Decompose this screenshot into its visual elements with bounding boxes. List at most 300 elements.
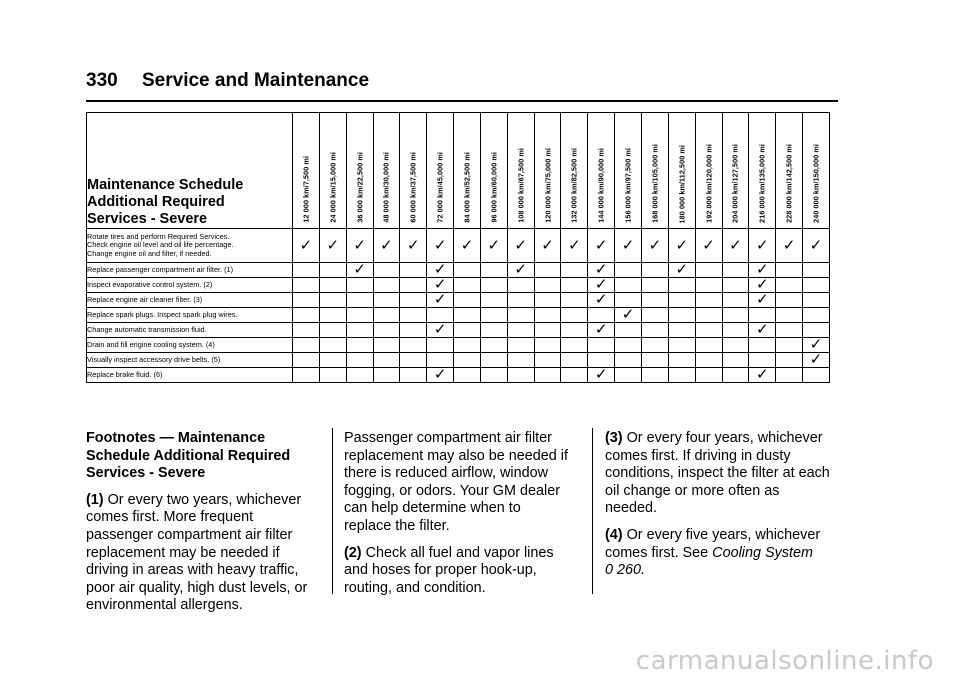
task-cell bbox=[87, 323, 293, 338]
checkmark-icon: ✓ bbox=[809, 236, 823, 254]
check-cell bbox=[749, 229, 776, 263]
empty-cell bbox=[695, 338, 722, 353]
empty-cell bbox=[507, 293, 534, 308]
empty-cell bbox=[695, 308, 722, 323]
empty-cell bbox=[293, 263, 320, 278]
interval-label: 120 000 km/75,000 mi bbox=[543, 148, 553, 223]
empty-cell bbox=[615, 278, 642, 293]
empty-cell bbox=[641, 278, 668, 293]
interval-column-header bbox=[615, 113, 642, 229]
empty-cell bbox=[695, 278, 722, 293]
empty-cell bbox=[293, 353, 320, 368]
empty-cell bbox=[668, 308, 695, 323]
checkmark-icon: ✓ bbox=[433, 366, 447, 383]
check-cell bbox=[588, 368, 615, 383]
empty-cell bbox=[695, 263, 722, 278]
checkmark-icon: ✓ bbox=[755, 366, 769, 383]
interval-column-header bbox=[427, 113, 454, 229]
table-row bbox=[87, 308, 830, 323]
empty-cell bbox=[722, 293, 749, 308]
check-cell bbox=[749, 293, 776, 308]
checkmark-icon: ✓ bbox=[541, 236, 554, 254]
check-cell bbox=[293, 229, 320, 263]
empty-cell bbox=[534, 263, 561, 278]
task-text: Inspect evaporative control system. (2) bbox=[87, 279, 213, 289]
empty-cell bbox=[776, 263, 803, 278]
empty-cell bbox=[534, 293, 561, 308]
empty-cell bbox=[373, 353, 400, 368]
checkmark-icon: ✓ bbox=[675, 261, 689, 278]
table-title-line: Additional Required bbox=[87, 194, 225, 210]
interval-column-header bbox=[507, 113, 534, 229]
empty-cell bbox=[641, 368, 668, 383]
check-cell bbox=[668, 229, 695, 263]
empty-cell bbox=[346, 323, 373, 338]
empty-cell bbox=[293, 293, 320, 308]
interval-column-header bbox=[400, 113, 427, 229]
interval-label: 192 000 km/120,000 mi bbox=[704, 144, 714, 223]
checkmark-icon: ✓ bbox=[809, 336, 823, 353]
empty-cell bbox=[668, 323, 695, 338]
empty-cell bbox=[695, 353, 722, 368]
header-rule bbox=[86, 100, 838, 102]
table-title-line: Maintenance Schedule bbox=[87, 177, 244, 193]
interval-column-header bbox=[293, 113, 320, 229]
empty-cell bbox=[400, 353, 427, 368]
empty-cell bbox=[480, 308, 507, 323]
empty-cell bbox=[400, 263, 427, 278]
empty-cell bbox=[641, 263, 668, 278]
interval-label: 24 000 km/15,000 mi bbox=[328, 152, 338, 223]
empty-cell bbox=[480, 263, 507, 278]
empty-cell bbox=[373, 293, 400, 308]
checkmark-icon: ✓ bbox=[755, 261, 769, 278]
check-cell bbox=[373, 229, 400, 263]
empty-cell bbox=[373, 308, 400, 323]
footnote-label: (1) bbox=[86, 491, 104, 508]
empty-cell bbox=[722, 323, 749, 338]
interval-label: 48 000 km/30,000 mi bbox=[381, 152, 391, 223]
check-cell bbox=[427, 323, 454, 338]
empty-cell bbox=[373, 338, 400, 353]
task-cell bbox=[87, 278, 293, 293]
footnote-4 bbox=[605, 527, 830, 580]
empty-cell bbox=[454, 323, 481, 338]
task-cell bbox=[87, 263, 293, 278]
footnote-text: Or every five years, whichever comes first. See bbox=[605, 526, 821, 561]
empty-cell bbox=[561, 338, 588, 353]
empty-cell bbox=[534, 353, 561, 368]
checkmark-icon: ✓ bbox=[353, 261, 366, 278]
task-cell bbox=[87, 338, 293, 353]
empty-cell bbox=[534, 368, 561, 383]
interval-label: 216 000 km/135,000 mi bbox=[757, 144, 767, 223]
footnotes-column-1 bbox=[86, 430, 311, 624]
footnotes-column-3 bbox=[605, 430, 830, 589]
empty-cell bbox=[400, 368, 427, 383]
page-title: Service and Maintenance bbox=[142, 70, 370, 91]
empty-cell bbox=[400, 278, 427, 293]
checkmark-icon: ✓ bbox=[755, 236, 769, 254]
checkmark-icon: ✓ bbox=[755, 321, 769, 338]
footnote-label: (2) bbox=[344, 544, 362, 561]
empty-cell bbox=[319, 293, 346, 308]
page-header bbox=[86, 70, 369, 92]
interval-column-header bbox=[668, 113, 695, 229]
task-text: Change engine oil and filter, if needed. bbox=[87, 248, 212, 258]
interval-column-header bbox=[373, 113, 400, 229]
checkmark-icon: ✓ bbox=[433, 276, 447, 293]
checkmark-icon: ✓ bbox=[621, 236, 635, 254]
interval-label: 84 000 km/52,500 mi bbox=[462, 152, 472, 223]
footnote-1-continued: Passenger compartment air filter replacement may also be needed if there is reduced airflow, window fogging, or odors. Your GM dealer can help determine when to replace the filter. bbox=[344, 430, 568, 534]
checkmark-icon: ✓ bbox=[514, 236, 527, 254]
cooling-system-link[interactable]: Cooling System bbox=[712, 544, 813, 561]
empty-cell bbox=[534, 278, 561, 293]
checkmark-icon: ✓ bbox=[487, 236, 501, 254]
empty-cell bbox=[749, 338, 776, 353]
watermark: carmanualsonline.info bbox=[635, 646, 934, 676]
task-text: Change automatic transmission fluid. bbox=[87, 324, 207, 334]
interval-label: 132 000 km/82,500 mi bbox=[569, 148, 579, 223]
check-cell bbox=[319, 229, 346, 263]
checkmark-icon: ✓ bbox=[299, 236, 313, 254]
empty-cell bbox=[561, 323, 588, 338]
page-reference[interactable]: 0 260. bbox=[605, 562, 646, 579]
empty-cell bbox=[668, 353, 695, 368]
empty-cell bbox=[480, 368, 507, 383]
empty-cell bbox=[561, 368, 588, 383]
checkmark-icon: ✓ bbox=[594, 366, 608, 383]
footnote-text: Or every two years, whichever comes first. More frequent passenger compartment air filter replacement may be needed if driving in areas with heavy traffic, poor air quality, high dust levels, or environmental allergens. bbox=[86, 491, 308, 614]
interval-column-header bbox=[534, 113, 561, 229]
empty-cell bbox=[400, 338, 427, 353]
task-text: Rotate tires and perform Required Services. bbox=[87, 232, 230, 242]
interval-label: 12 000 km/7,500 mi bbox=[301, 156, 311, 223]
footnotes-column-2 bbox=[344, 430, 569, 606]
empty-cell bbox=[480, 278, 507, 293]
empty-cell bbox=[507, 368, 534, 383]
empty-cell bbox=[561, 278, 588, 293]
empty-cell bbox=[507, 308, 534, 323]
check-cell bbox=[427, 368, 454, 383]
task-text: Replace passenger compartment air filter. (1) bbox=[87, 264, 234, 274]
empty-cell bbox=[507, 353, 534, 368]
empty-cell bbox=[454, 368, 481, 383]
footnote-label: (3) bbox=[605, 430, 623, 446]
empty-cell bbox=[803, 368, 830, 383]
interval-label: 72 000 km/45,000 mi bbox=[435, 152, 445, 223]
empty-cell bbox=[803, 278, 830, 293]
interval-column-header bbox=[319, 113, 346, 229]
footnote-3 bbox=[605, 430, 830, 518]
empty-cell bbox=[776, 293, 803, 308]
interval-label: 96 000 km/60,000 mi bbox=[489, 152, 499, 223]
empty-cell bbox=[776, 353, 803, 368]
task-cell bbox=[87, 293, 293, 308]
empty-cell bbox=[373, 263, 400, 278]
task-text: Replace engine air cleaner filter. (3) bbox=[87, 294, 203, 304]
footnote-label: (4) bbox=[605, 526, 623, 543]
empty-cell bbox=[695, 323, 722, 338]
empty-cell bbox=[668, 368, 695, 383]
empty-cell bbox=[507, 338, 534, 353]
check-cell bbox=[588, 323, 615, 338]
empty-cell bbox=[615, 323, 642, 338]
empty-cell bbox=[668, 293, 695, 308]
empty-cell bbox=[319, 338, 346, 353]
empty-cell bbox=[480, 338, 507, 353]
empty-cell bbox=[615, 338, 642, 353]
task-text: Replace brake fluid. (6) bbox=[87, 369, 163, 379]
empty-cell bbox=[534, 308, 561, 323]
table-row bbox=[87, 229, 830, 263]
interval-label: 108 000 km/67,500 mi bbox=[516, 148, 526, 223]
empty-cell bbox=[480, 353, 507, 368]
empty-cell bbox=[534, 338, 561, 353]
checkmark-icon: ✓ bbox=[809, 351, 823, 368]
empty-cell bbox=[722, 368, 749, 383]
interval-column-header bbox=[561, 113, 588, 229]
empty-cell bbox=[319, 278, 346, 293]
interval-column-header bbox=[722, 113, 749, 229]
footnote-text: Check all fuel and vapor lines and hoses for proper hook-up, routing, and condition. bbox=[344, 544, 554, 596]
footnotes-heading: Footnotes — Maintenance Schedule Additional Required Services - Severe bbox=[86, 430, 291, 482]
checkmark-icon: ✓ bbox=[594, 276, 608, 293]
interval-column-header bbox=[641, 113, 668, 229]
interval-label: 168 000 km/105,000 mi bbox=[650, 144, 660, 223]
empty-cell bbox=[454, 263, 481, 278]
empty-cell bbox=[615, 263, 642, 278]
interval-label: 240 000 km/150,000 mi bbox=[811, 144, 821, 223]
interval-column-header bbox=[803, 113, 830, 229]
empty-cell bbox=[454, 293, 481, 308]
check-cell bbox=[695, 229, 722, 263]
table-row bbox=[87, 323, 830, 338]
task-text: Replace spark plugs. Inspect spark plug wires. bbox=[87, 309, 238, 319]
interval-label: 36 000 km/22,500 mi bbox=[355, 152, 365, 223]
footnote-text: Or every four years, whichever comes first. If driving in dusty conditions, inspect the filter at each oil change or more often as needed. bbox=[605, 430, 830, 517]
empty-cell bbox=[293, 278, 320, 293]
check-cell bbox=[722, 229, 749, 263]
empty-cell bbox=[293, 338, 320, 353]
check-cell bbox=[454, 229, 481, 263]
checkmark-icon: ✓ bbox=[782, 236, 796, 254]
check-cell bbox=[803, 353, 830, 368]
checkmark-icon: ✓ bbox=[702, 236, 715, 254]
empty-cell bbox=[507, 278, 534, 293]
column-divider bbox=[592, 428, 593, 594]
empty-cell bbox=[776, 368, 803, 383]
checkmark-icon: ✓ bbox=[514, 261, 527, 278]
empty-cell bbox=[722, 338, 749, 353]
checkmark-icon: ✓ bbox=[755, 291, 769, 308]
empty-cell bbox=[319, 308, 346, 323]
check-cell bbox=[346, 229, 373, 263]
empty-cell bbox=[695, 293, 722, 308]
empty-cell bbox=[722, 263, 749, 278]
empty-cell bbox=[561, 293, 588, 308]
empty-cell bbox=[293, 368, 320, 383]
checkmark-icon: ✓ bbox=[594, 261, 608, 278]
empty-cell bbox=[641, 293, 668, 308]
check-cell bbox=[776, 229, 803, 263]
empty-cell bbox=[346, 308, 373, 323]
empty-cell bbox=[641, 308, 668, 323]
empty-cell bbox=[373, 368, 400, 383]
empty-cell bbox=[776, 278, 803, 293]
checkmark-icon: ✓ bbox=[433, 236, 447, 254]
checkmark-icon: ✓ bbox=[568, 236, 581, 254]
empty-cell bbox=[803, 293, 830, 308]
empty-cell bbox=[346, 293, 373, 308]
empty-cell bbox=[722, 308, 749, 323]
empty-cell bbox=[615, 353, 642, 368]
empty-cell bbox=[480, 323, 507, 338]
interval-label: 228 000 km/142,500 mi bbox=[784, 144, 794, 223]
empty-cell bbox=[776, 338, 803, 353]
check-cell bbox=[427, 293, 454, 308]
empty-cell bbox=[641, 353, 668, 368]
check-cell bbox=[534, 229, 561, 263]
checkmark-icon: ✓ bbox=[675, 236, 689, 254]
empty-cell bbox=[776, 308, 803, 323]
empty-cell bbox=[722, 353, 749, 368]
interval-label: 60 000 km/37,500 mi bbox=[408, 152, 418, 223]
checkmark-icon: ✓ bbox=[433, 291, 447, 308]
checkmark-icon: ✓ bbox=[755, 276, 769, 293]
checkmark-icon: ✓ bbox=[594, 236, 608, 254]
empty-cell bbox=[293, 323, 320, 338]
empty-cell bbox=[561, 308, 588, 323]
empty-cell bbox=[641, 338, 668, 353]
interval-column-header bbox=[480, 113, 507, 229]
empty-cell bbox=[507, 323, 534, 338]
empty-cell bbox=[668, 278, 695, 293]
task-cell bbox=[87, 229, 293, 263]
table-row bbox=[87, 263, 830, 278]
table-title-line: Services - Severe bbox=[87, 211, 208, 227]
empty-cell bbox=[346, 278, 373, 293]
checkmark-icon: ✓ bbox=[380, 236, 393, 254]
interval-column-header bbox=[749, 113, 776, 229]
checkmark-icon: ✓ bbox=[407, 236, 420, 254]
empty-cell bbox=[319, 323, 346, 338]
empty-cell bbox=[641, 323, 668, 338]
task-text: Drain and fill engine cooling system. (4) bbox=[87, 339, 215, 349]
check-cell bbox=[507, 229, 534, 263]
table-row bbox=[87, 293, 830, 308]
task-cell bbox=[87, 353, 293, 368]
check-cell bbox=[561, 229, 588, 263]
check-cell bbox=[668, 263, 695, 278]
interval-label: 180 000 km/112,500 mi bbox=[677, 144, 687, 223]
check-cell bbox=[749, 323, 776, 338]
empty-cell bbox=[346, 368, 373, 383]
interval-label: 144 000 km/90,000 mi bbox=[596, 148, 606, 223]
check-cell bbox=[749, 368, 776, 383]
empty-cell bbox=[293, 308, 320, 323]
checkmark-icon: ✓ bbox=[460, 236, 474, 254]
check-cell bbox=[427, 229, 454, 263]
empty-cell bbox=[776, 323, 803, 338]
empty-cell bbox=[480, 293, 507, 308]
empty-cell bbox=[373, 278, 400, 293]
empty-cell bbox=[454, 338, 481, 353]
check-cell bbox=[507, 263, 534, 278]
check-cell bbox=[346, 263, 373, 278]
empty-cell bbox=[373, 323, 400, 338]
table-row bbox=[87, 353, 830, 368]
empty-cell bbox=[454, 353, 481, 368]
table-row bbox=[87, 278, 830, 293]
interval-column-header bbox=[695, 113, 722, 229]
interval-label: 204 000 km/127,500 mi bbox=[730, 144, 740, 223]
footnote-1 bbox=[86, 492, 311, 615]
empty-cell bbox=[400, 323, 427, 338]
check-cell bbox=[803, 229, 830, 263]
check-cell bbox=[615, 308, 642, 323]
interval-column-header bbox=[346, 113, 373, 229]
checkmark-icon: ✓ bbox=[353, 236, 366, 254]
maintenance-schedule-table bbox=[86, 112, 830, 383]
empty-cell bbox=[561, 353, 588, 368]
checkmark-icon: ✓ bbox=[621, 306, 635, 323]
empty-cell bbox=[319, 353, 346, 368]
empty-cell bbox=[319, 263, 346, 278]
check-cell bbox=[641, 229, 668, 263]
checkmark-icon: ✓ bbox=[729, 236, 742, 254]
empty-cell bbox=[722, 278, 749, 293]
empty-cell bbox=[561, 263, 588, 278]
empty-cell bbox=[588, 338, 615, 353]
check-cell bbox=[480, 229, 507, 263]
task-cell bbox=[87, 308, 293, 323]
checkmark-icon: ✓ bbox=[648, 236, 662, 254]
checkmark-icon: ✓ bbox=[433, 261, 447, 278]
check-cell bbox=[615, 229, 642, 263]
checkmark-icon: ✓ bbox=[594, 321, 608, 338]
column-divider bbox=[332, 428, 333, 594]
interval-column-header bbox=[454, 113, 481, 229]
empty-cell bbox=[454, 278, 481, 293]
empty-cell bbox=[615, 368, 642, 383]
check-cell bbox=[588, 293, 615, 308]
check-cell bbox=[400, 229, 427, 263]
table-row bbox=[87, 338, 830, 353]
table-header-row bbox=[87, 113, 830, 229]
empty-cell bbox=[668, 338, 695, 353]
empty-cell bbox=[346, 353, 373, 368]
task-text: Check engine oil level and oil life percentage. bbox=[87, 240, 234, 250]
interval-column-header bbox=[588, 113, 615, 229]
checkmark-icon: ✓ bbox=[326, 236, 340, 254]
interval-label: 156 000 km/97,500 mi bbox=[623, 148, 633, 223]
task-cell bbox=[87, 368, 293, 383]
footnote-2 bbox=[344, 545, 569, 598]
empty-cell bbox=[346, 338, 373, 353]
empty-cell bbox=[319, 368, 346, 383]
checkmark-icon: ✓ bbox=[594, 291, 608, 308]
task-text: Visually inspect accessory drive belts. (5) bbox=[87, 354, 221, 364]
checkmark-icon: ✓ bbox=[433, 321, 447, 338]
interval-column-header bbox=[776, 113, 803, 229]
empty-cell bbox=[803, 263, 830, 278]
empty-cell bbox=[803, 308, 830, 323]
empty-cell bbox=[427, 338, 454, 353]
empty-cell bbox=[695, 368, 722, 383]
empty-cell bbox=[534, 323, 561, 338]
